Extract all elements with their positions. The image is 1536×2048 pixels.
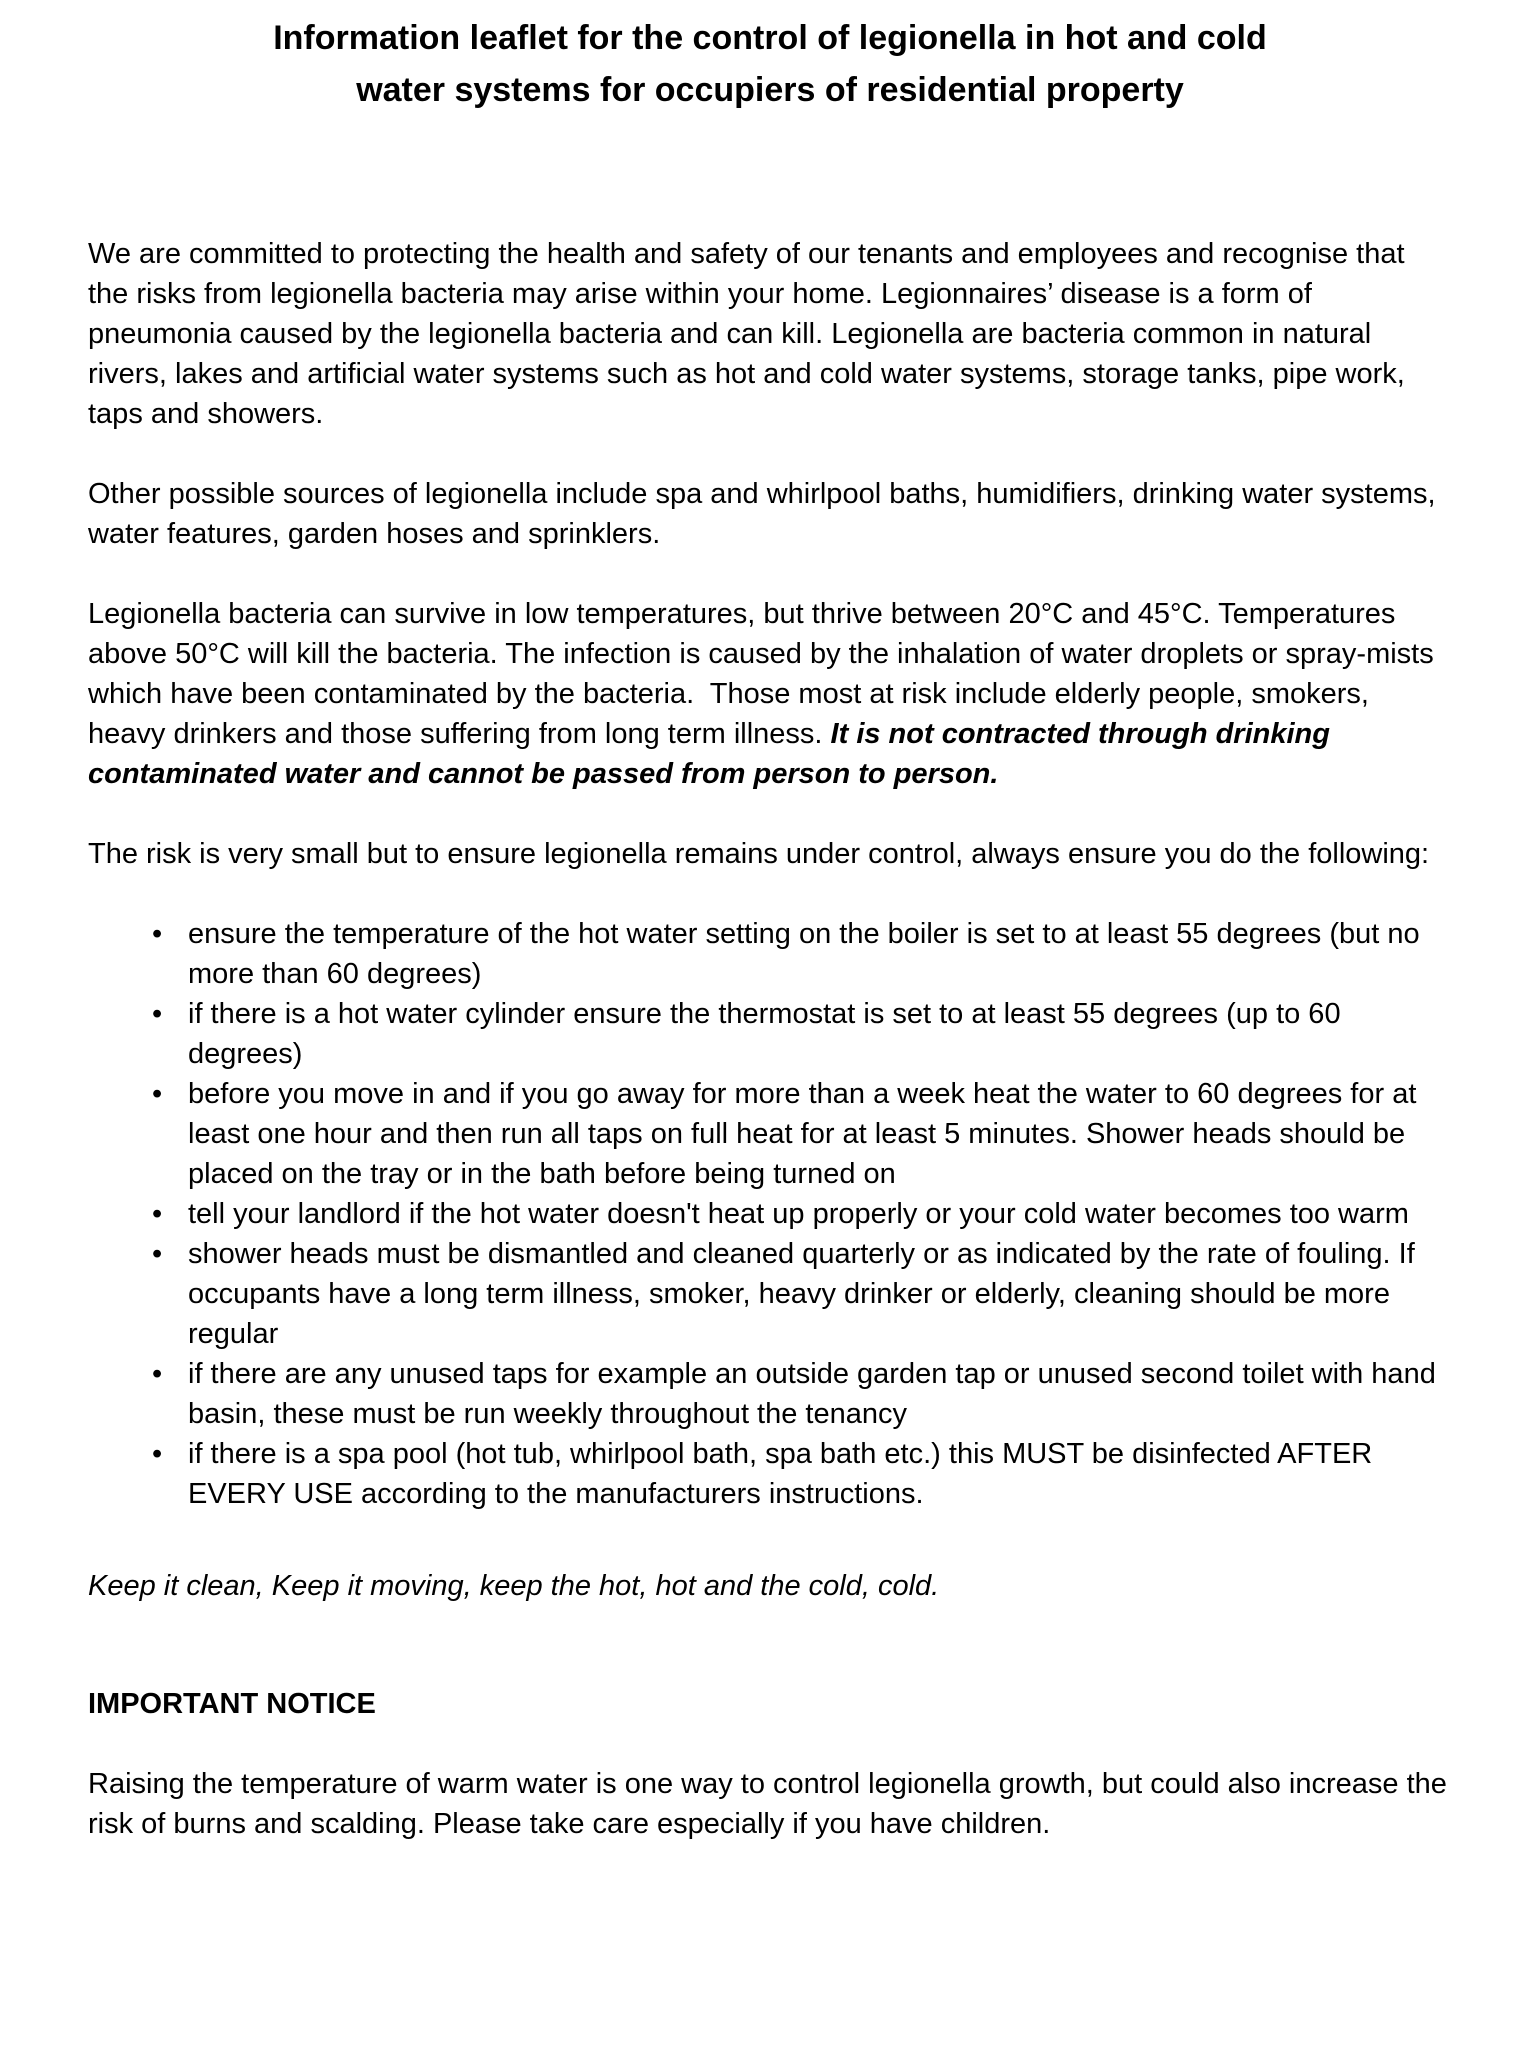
bullet-icon: • xyxy=(152,1078,163,1110)
page-title-line-2: water systems for occupiers of residential property xyxy=(356,71,1184,109)
risk-paragraph-regular-text: Legionella bacteria can survive in low temperatures, but thrive between 20°C and 45°C. Temperatures above 50°C will kill the bacteria. The infection is caused by the inhalation of water droplets or spray-mists which have been contaminated by the bacteria. Those most at risk include elderly people, smokers, heavy drinkers and those suffering from long term illness. xyxy=(88,598,1442,750)
control-measure-text: ensure the temperature of the hot water setting on the boiler is set to at least 55 degrees (but no more than 60 degrees) xyxy=(188,918,1428,990)
control-measure-text: if there is a hot water cylinder ensure the thermostat is set to at least 55 degrees (up to 60 degrees) xyxy=(188,998,1349,1070)
actions-intro-paragraph: The risk is very small but to ensure legionella remains under control, always ensure you do the following: xyxy=(88,838,1430,870)
control-measure-item xyxy=(88,1354,1452,1434)
control-measure-text: tell your landlord if the hot water doesn't heat up properly or your cold water becomes too warm xyxy=(188,1198,1409,1230)
control-measure-item xyxy=(88,994,1452,1074)
bullet-icon: • xyxy=(152,1198,163,1230)
slogan-line: Keep it clean, Keep it moving, keep the hot, hot and the cold, cold. xyxy=(88,1570,940,1602)
control-measure-text: before you move in and if you go away for more than a week heat the water to 60 degrees for at least one hour and then run all taps on full heat for at least 5 minutes. Shower heads should be placed on the tray or in the bath before being turned on xyxy=(188,1078,1425,1190)
intro-paragraph-commitment: We are committed to protecting the health and safety of our tenants and employees and recognise that the risks from legionella bacteria may arise within your home. Legionnaires’ disease is a form of pneumonia caused by the legionella bacteria and can kill. Legionella are bacteria common in natural rivers, lakes and artificial water systems such as hot and cold water systems, storage tanks, pipe work, taps and showers. xyxy=(88,238,1413,430)
intro-paragraph-risk xyxy=(88,594,1452,794)
bullet-icon: • xyxy=(152,1238,163,1270)
control-measure-item xyxy=(88,1194,1452,1234)
bullet-icon: • xyxy=(152,1358,163,1390)
bullet-icon: • xyxy=(152,1438,163,1470)
control-measure-text: shower heads must be dismantled and cleaned quarterly or as indicated by the rate of fouling. If occupants have a long term illness, smoker, heavy drinker or elderly, cleaning should be more regular xyxy=(188,1238,1423,1350)
control-measure-item xyxy=(88,1074,1452,1194)
control-measures-list xyxy=(88,914,1452,1514)
control-measure-text: if there is a spa pool (hot tub, whirlpool bath, spa bath etc.) this MUST be disinfected AFTER EVERY USE according to the manufacturers instructions. xyxy=(188,1438,1381,1510)
important-notice-body: Raising the temperature of warm water is one way to control legionella growth, but could also increase the risk of burns and scalding. Please take care especially if you have children. xyxy=(88,1768,1455,1840)
bullet-icon: • xyxy=(152,918,163,950)
intro-paragraph-other-sources: Other possible sources of legionella include spa and whirlpool baths, humidifiers, drinking water systems, water features, garden hoses and sprinklers. xyxy=(88,478,1444,550)
bullet-icon: • xyxy=(152,998,163,1030)
page-title xyxy=(88,12,1452,116)
control-measure-item xyxy=(88,914,1452,994)
risk-paragraph-emphasis-text: It is not contracted through drinking contaminated water and cannot be passed from person to person. xyxy=(88,718,1339,790)
control-measure-item xyxy=(88,1434,1452,1514)
page-title-line-1: Information leaflet for the control of legionella in hot and cold xyxy=(273,19,1267,57)
control-measure-text: if there are any unused taps for example an outside garden tap or unused second toilet with hand basin, these must be run weekly throughout the tenancy xyxy=(188,1358,1444,1430)
important-notice-heading: IMPORTANT NOTICE xyxy=(88,1688,376,1720)
control-measure-item xyxy=(88,1234,1452,1354)
